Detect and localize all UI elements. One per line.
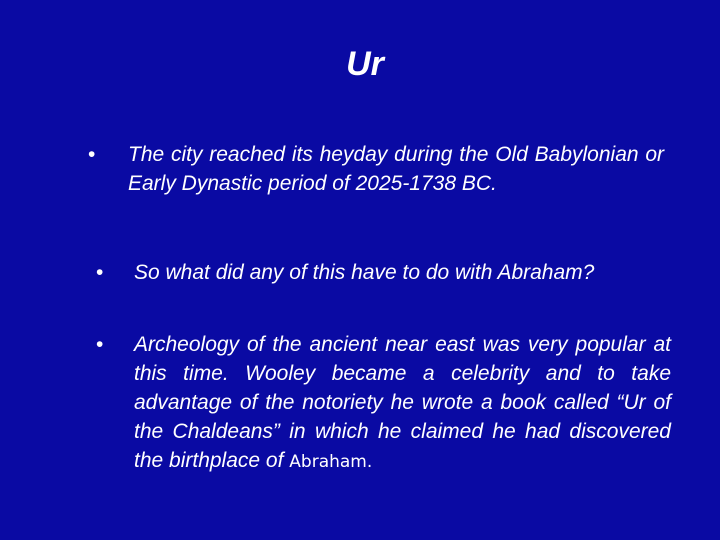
- bullet-text-3: [134, 330, 671, 477]
- bullet-marker: •: [96, 261, 104, 284]
- bullet-text-3-tail: Abraham.: [289, 452, 373, 472]
- bullet-text-2: So what did any of this have to do with Abraham?: [134, 261, 595, 284]
- slide-title: Ur: [346, 45, 384, 83]
- bullet-text-3-body: Archeology of the ancient near east was very popular at this time. Wooley became a celebrity and to take advantage of the notoriety he wrote a book called “Ur of the Chaldeans” in which he claimed he had discovered the birthplace of: [134, 333, 671, 472]
- bullet-marker: •: [96, 333, 104, 356]
- bullet-text-1: The city reached its heyday during the Old Babylonian or Early Dynastic period of 2025-1738 BC.: [128, 143, 664, 195]
- bullet-marker: •: [88, 143, 96, 166]
